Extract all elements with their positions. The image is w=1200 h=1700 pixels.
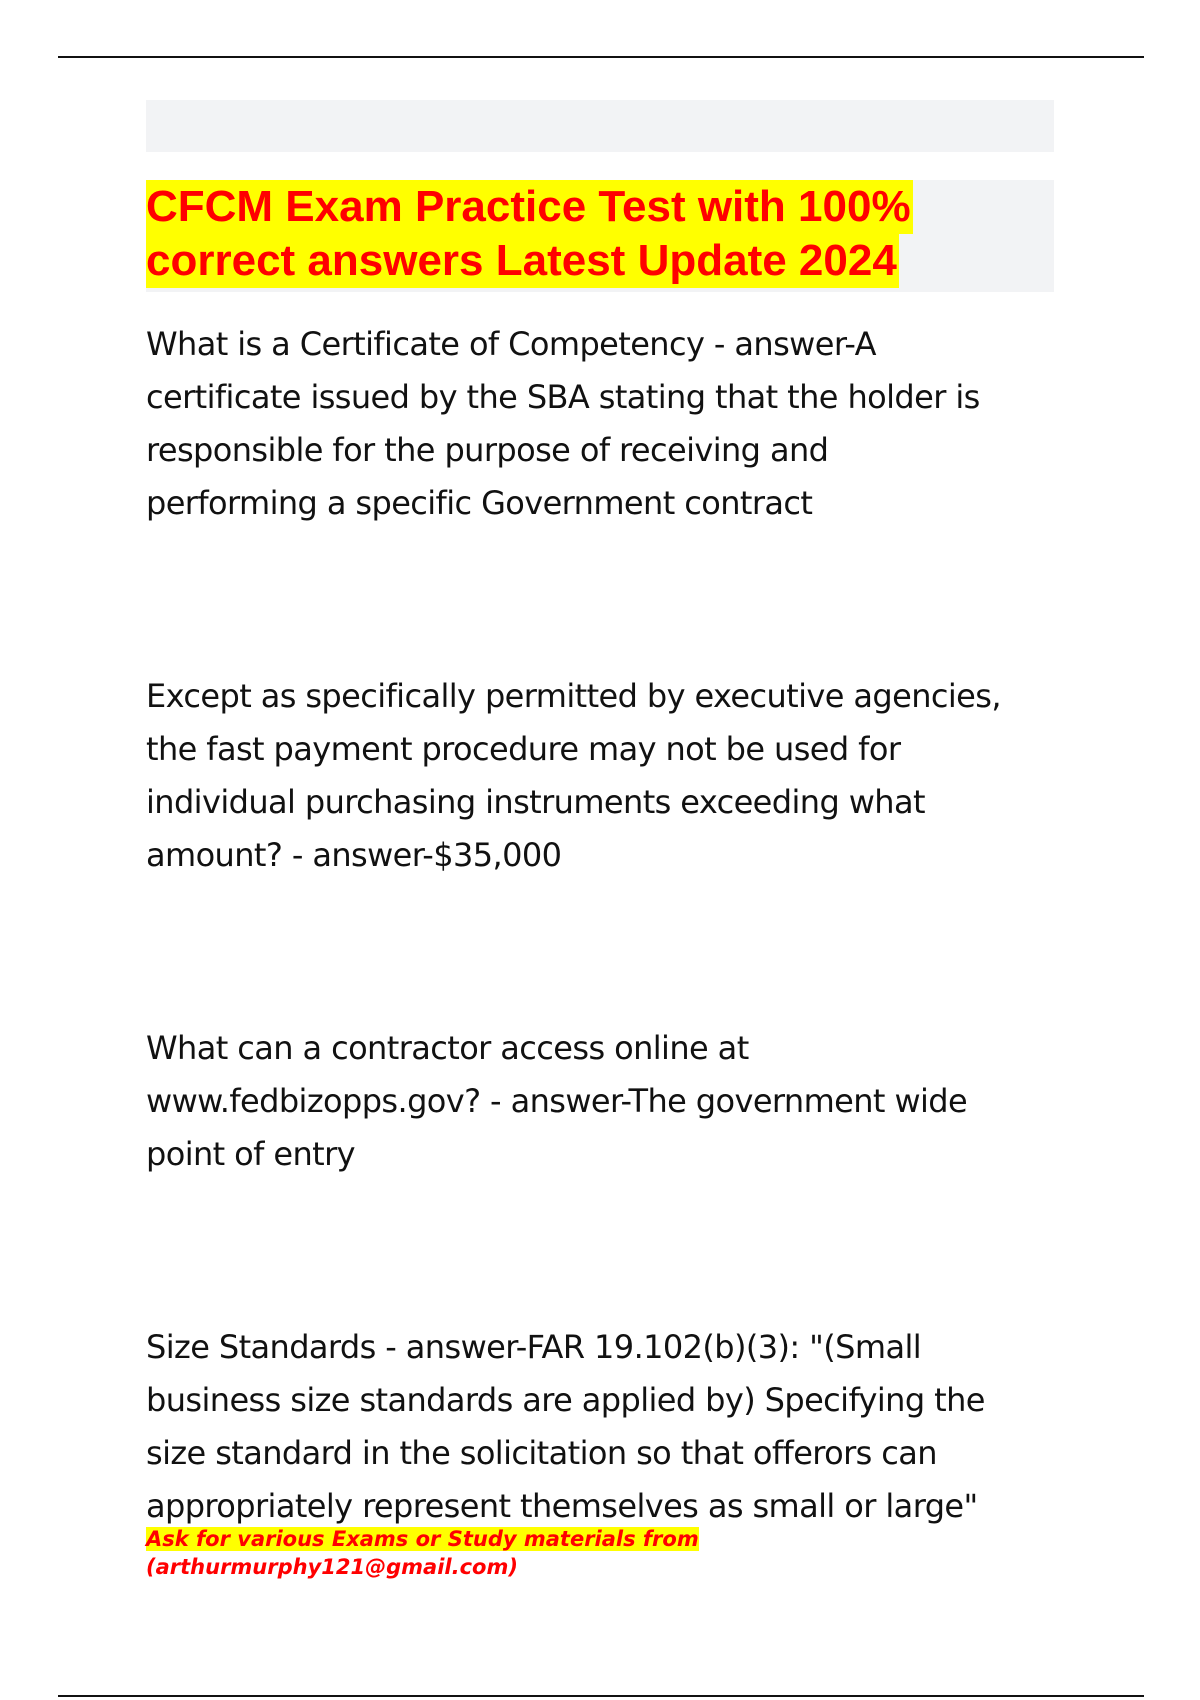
qa-line: individual purchasing instruments exceeding what [146,783,925,821]
bottom-divider [58,1695,1144,1697]
qa-line: appropriately represent themselves as small or large" [146,1487,978,1525]
qa-item [146,318,1046,530]
qa-line: What is a Certificate of Competency - answer-A [146,325,876,363]
qa-line: performing a specific Government contract [146,484,813,522]
qa-line: certificate issued by the SBA stating that the holder is [146,378,980,416]
qa-line: point of entry [146,1135,356,1173]
title-line-1: CFCM Exam Practice Test with 100% [146,180,913,234]
document-title [146,180,1054,292]
top-divider [58,56,1144,58]
qa-line: responsible for the purpose of receiving and [146,431,829,469]
qa-line: size standard in the solicitation so that offerors can [146,1434,937,1472]
header-band [146,100,1054,152]
footer-note [146,1525,699,1581]
footer-email[interactable]: (arthurmurphy121@gmail.com) [146,1555,518,1579]
qa-item [146,1321,1046,1533]
qa-line: Size Standards - answer-FAR 19.102(b)(3): "(Small [146,1328,922,1366]
qa-list [146,318,1046,1673]
footer-line-1: Ask for various Exams or Study materials from [146,1527,699,1551]
qa-line: www.fedbizopps.gov? - answer-The government wide [146,1082,968,1120]
qa-item [146,670,1046,882]
qa-line: Except as specifically permitted by executive agencies, [146,677,1001,715]
qa-line: the fast payment procedure may not be used for [146,730,901,768]
qa-item [146,1022,1046,1181]
qa-line: amount? - answer-$35,000 [146,836,562,874]
title-line-2: correct answers Latest Update 2024 [146,234,899,288]
qa-line: business size standards are applied by) Specifying the [146,1381,985,1419]
qa-line: What can a contractor access online at [146,1029,749,1067]
